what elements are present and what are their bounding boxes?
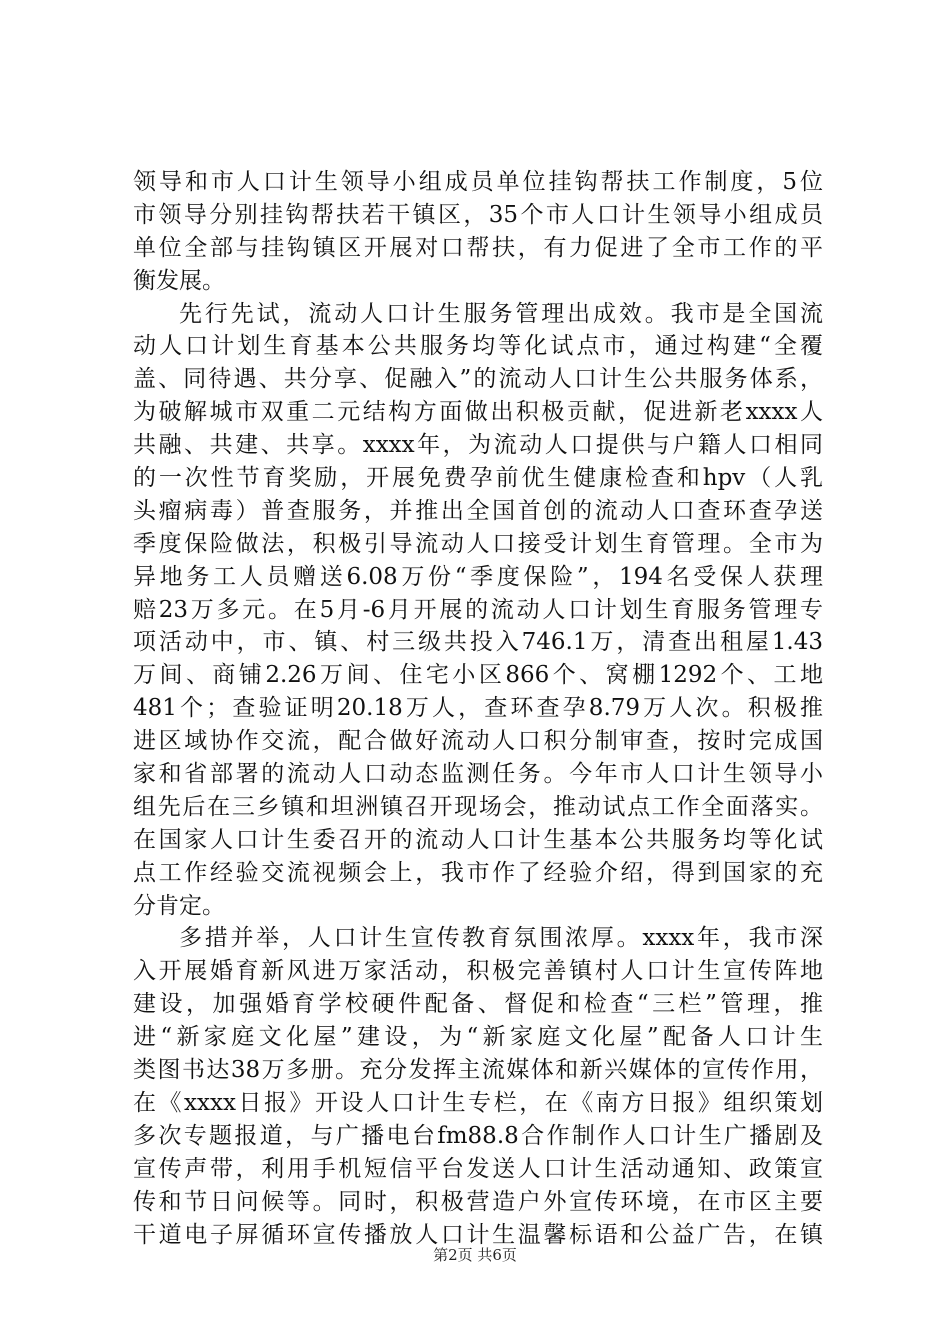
- text-line: 传和节日问候等。同时，积极营造户外宣传环境，在市区主要: [133, 1188, 823, 1215]
- text-line: 进区域协作交流，配合做好流动人口积分制审查，按时完成国: [133, 728, 823, 755]
- text-line: 在国家人口计生委召开的流动人口计生基本公共服务均等化试: [133, 826, 823, 853]
- text-line: 动人口计划生育基本公共服务均等化试点市，通过构建“全覆: [133, 333, 823, 360]
- text-line: 头瘤病毒）普查服务，并推出全国首创的流动人口查环查孕送: [133, 497, 823, 524]
- text-line: 家和省部署的流动人口动态监测任务。今年市人口计生领导小: [133, 761, 823, 788]
- text-line: 在《xxxx日报》开设人口计生专栏，在《南方日报》组织策划: [133, 1089, 823, 1116]
- text-line: 共融、共建、共享。xxxx年，为流动人口提供与户籍人口相同: [133, 432, 823, 459]
- text-line: 单位全部与挂钩镇区开展对口帮扶，有力促进了全市工作的平: [133, 234, 823, 261]
- text-line: 点工作经验交流视频会上，我市作了经验介绍，得到国家的充: [133, 859, 823, 886]
- paragraph: [133, 298, 823, 923]
- text-line: 先行先试，流动人口计生服务管理出成效。我市是全国流: [179, 300, 823, 327]
- text-line: 项活动中，市、镇、村三级共投入746.1万，清查出租屋1.43: [133, 629, 823, 656]
- text-line: 衡发展。: [133, 267, 225, 294]
- document-body: [133, 166, 823, 1251]
- text-line: 分肯定。: [133, 892, 225, 919]
- text-line: 异地务工人员赠送6.08万份“季度保险”，194名受保人获理: [133, 563, 823, 590]
- text-line: 干道电子屏循环宣传播放人口计生温馨标语和公益广告，在镇: [133, 1221, 823, 1248]
- text-line: 万间、商铺2.26万间、住宅小区866个、窝棚1292个、工地: [133, 662, 823, 689]
- text-line: 多措并举，人口计生宣传教育氛围浓厚。xxxx年，我市深: [179, 925, 823, 952]
- text-line: 领导和市人口计生领导小组成员单位挂钩帮扶工作制度，5位: [133, 169, 823, 195]
- text-line: 宣传声带，利用手机短信平台发送人口计生活动通知、政策宣: [133, 1155, 823, 1182]
- text-line: 为破解城市双重二元结构方面做出积极贡献，促进新老xxxx人: [133, 399, 823, 426]
- text-line: 建设，加强婚育学校硬件配备、督促和检查“三栏”管理，推: [133, 991, 823, 1018]
- text-line: 组先后在三乡镇和坦洲镇召开现场会，推动试点工作全面落实。: [133, 793, 823, 820]
- text-line: 的一次性节育奖励，开展免费孕前优生健康检查和hpv（人乳: [133, 465, 823, 492]
- text-line: 类图书达38万多册。充分发挥主流媒体和新兴媒体的宣传作用，: [133, 1057, 823, 1084]
- text-line: 多次专题报道，与广播电台fm88.8合作制作人口计生广播剧及: [133, 1122, 823, 1149]
- text-line: 赔23万多元。在5月-6月开展的流动人口计划生育服务管理专: [133, 596, 823, 623]
- text-line: 进“新家庭文化屋”建设，为“新家庭文化屋”配备人口计生: [133, 1024, 823, 1051]
- text-line: 入开展婚育新风进万家活动，积极完善镇村人口计生宣传阵地: [133, 958, 823, 985]
- page-footer: 第2页 共6页: [433, 1246, 517, 1264]
- text-line: 481个；查验证明20.18万人，查环查孕8.79万人次。积极推: [133, 695, 823, 722]
- paragraph: [133, 166, 823, 298]
- text-line: 市领导分别挂钩帮扶若干镇区，35个市人口计生领导小组成员: [133, 201, 823, 228]
- text-line: 盖、同待遇、共分享、促融入”的流动人口计生公共服务体系，: [133, 366, 823, 393]
- text-line: 季度保险做法，积极引导流动人口接受计划生育管理。全市为: [133, 530, 823, 557]
- paragraph: [133, 922, 823, 1251]
